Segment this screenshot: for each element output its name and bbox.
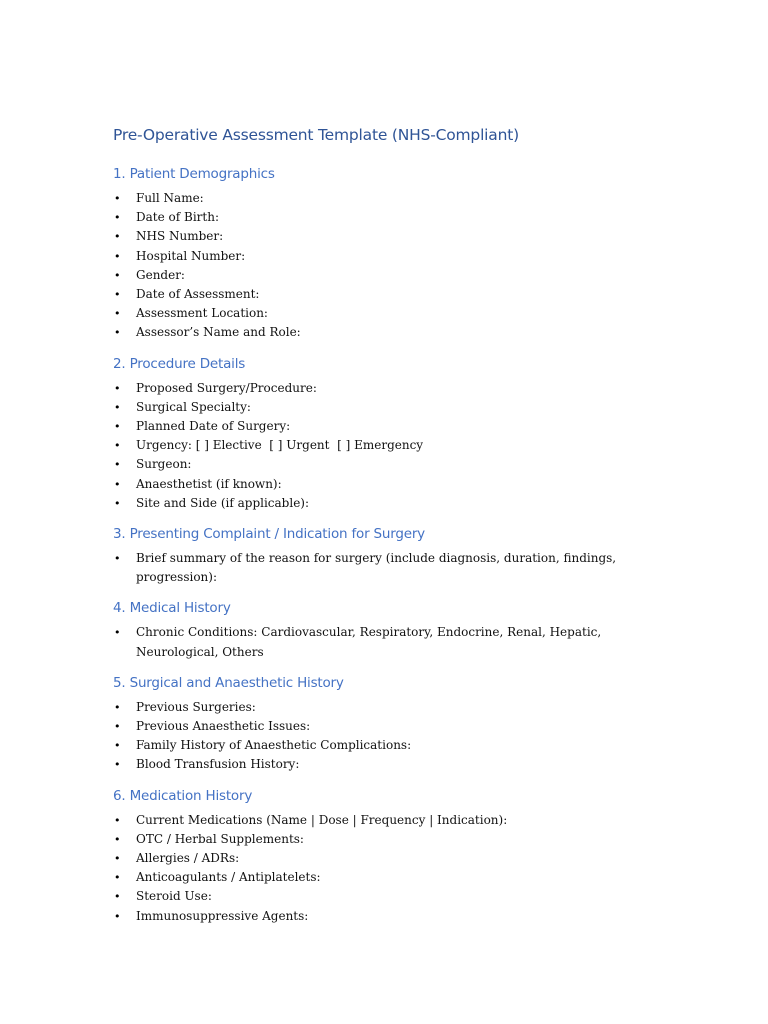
bullet-list bbox=[113, 698, 673, 775]
bullet-icon: • bbox=[114, 871, 121, 885]
bullet-icon: • bbox=[114, 477, 121, 491]
list-item bbox=[113, 907, 673, 926]
bullet-icon: • bbox=[114, 307, 121, 321]
bullet-icon: • bbox=[114, 909, 121, 923]
section-procedure-details bbox=[113, 355, 673, 513]
document-content bbox=[113, 124, 673, 938]
section-presenting-complaint bbox=[113, 525, 673, 587]
list-item bbox=[113, 189, 673, 208]
list-item-text: Full Name: bbox=[136, 191, 204, 205]
bullet-list bbox=[113, 189, 673, 343]
bullet-icon: • bbox=[114, 852, 121, 866]
list-item bbox=[113, 379, 673, 398]
list-item bbox=[113, 475, 673, 494]
bullet-icon: • bbox=[114, 249, 121, 263]
bullet-icon: • bbox=[114, 626, 121, 640]
list-item bbox=[113, 736, 673, 755]
list-item-text: Current Medications (Name | Dose | Frequency | Indication): bbox=[136, 812, 508, 827]
list-item-text: Planned Date of Surgery: bbox=[136, 419, 291, 434]
list-item bbox=[113, 830, 673, 849]
list-item bbox=[113, 304, 673, 323]
list-item-text: Blood Transfusion History: bbox=[136, 757, 300, 772]
list-item bbox=[113, 398, 673, 417]
list-item-text: Assessment Location: bbox=[136, 306, 268, 321]
list-item-text: Previous Surgeries: bbox=[136, 699, 256, 714]
list-item-text: Anaesthetist (if known): bbox=[136, 476, 282, 491]
bullet-icon: • bbox=[114, 439, 121, 453]
bullet-icon: • bbox=[114, 552, 121, 566]
bullet-icon: • bbox=[114, 720, 121, 734]
list-item-text: Hospital Number: bbox=[136, 248, 246, 263]
list-item bbox=[113, 227, 673, 246]
list-item bbox=[113, 717, 673, 736]
bullet-icon: • bbox=[114, 211, 121, 225]
section-medical-history bbox=[113, 599, 673, 661]
list-item bbox=[113, 494, 673, 513]
list-item-text: Surgical Specialty: bbox=[136, 399, 251, 414]
list-item-text: OTC / Herbal Supplements: bbox=[136, 831, 304, 846]
bullet-icon: • bbox=[114, 230, 121, 244]
list-item-text: Family History of Anaesthetic Complications: bbox=[136, 738, 412, 753]
list-item bbox=[113, 208, 673, 227]
section-heading: 5. Surgical and Anaesthetic History bbox=[113, 674, 344, 691]
list-item-text: NHS Number: bbox=[136, 229, 224, 244]
bullet-list bbox=[113, 623, 673, 661]
bullet-list bbox=[113, 549, 673, 587]
list-item bbox=[113, 455, 673, 474]
list-item bbox=[113, 285, 673, 304]
bullet-icon: • bbox=[114, 420, 121, 434]
section-heading: 4. Medical History bbox=[113, 600, 231, 617]
list-item-text: Surgeon: bbox=[136, 457, 192, 472]
list-item bbox=[113, 266, 673, 285]
list-item bbox=[113, 887, 673, 906]
bullet-icon: • bbox=[114, 458, 121, 472]
list-item-text: Chronic Conditions: Cardiovascular, Respiratory, Endocrine, Renal, Hepatic, Neurological, Others bbox=[136, 625, 602, 659]
section-patient-demographics bbox=[113, 165, 673, 343]
bullet-icon: • bbox=[114, 192, 121, 205]
list-item-text: Site and Side (if applicable): bbox=[136, 495, 310, 510]
list-item bbox=[113, 623, 673, 661]
list-item bbox=[113, 849, 673, 868]
list-item bbox=[113, 323, 673, 342]
list-item bbox=[113, 549, 673, 587]
list-item-text: Brief summary of the reason for surgery (include diagnosis, duration, findings, progression): bbox=[136, 551, 617, 585]
list-item-text: Immunosuppressive Agents: bbox=[136, 908, 309, 923]
list-item-text: Assessor’s Name and Role: bbox=[136, 325, 301, 340]
bullet-icon: • bbox=[114, 739, 121, 753]
section-heading: 6. Medication History bbox=[113, 787, 253, 804]
list-item-text: Steroid Use: bbox=[136, 889, 212, 904]
list-item-text: Gender: bbox=[136, 267, 185, 282]
list-item bbox=[113, 247, 673, 266]
list-item-text: Date of Assessment: bbox=[136, 287, 260, 302]
bullet-list bbox=[113, 811, 673, 926]
list-item bbox=[113, 698, 673, 717]
bullet-icon: • bbox=[114, 288, 121, 302]
document-title: Pre-Operative Assessment Template (NHS-Compliant) bbox=[113, 126, 519, 144]
bullet-icon: • bbox=[114, 496, 121, 510]
section-surgical-anaesthetic-history bbox=[113, 674, 673, 775]
list-item bbox=[113, 811, 673, 830]
list-item bbox=[113, 436, 673, 455]
list-item bbox=[113, 868, 673, 887]
section-medication-history bbox=[113, 787, 673, 926]
list-item-text: Previous Anaesthetic Issues: bbox=[136, 719, 311, 734]
list-item-text: Allergies / ADRs: bbox=[136, 851, 240, 866]
list-item bbox=[113, 417, 673, 436]
bullet-icon: • bbox=[114, 268, 121, 282]
list-item-text: Proposed Surgery/Procedure: bbox=[136, 380, 317, 395]
list-item-text: Date of Birth: bbox=[136, 210, 219, 225]
bullet-icon: • bbox=[114, 700, 121, 714]
section-heading: 2. Procedure Details bbox=[113, 355, 246, 372]
bullet-icon: • bbox=[114, 758, 121, 772]
bullet-icon: • bbox=[114, 381, 121, 395]
bullet-icon: • bbox=[114, 326, 121, 340]
bullet-icon: • bbox=[114, 813, 121, 827]
bullet-icon: • bbox=[114, 400, 121, 414]
bullet-icon: • bbox=[114, 832, 121, 846]
list-item bbox=[113, 755, 673, 774]
bullet-icon: • bbox=[114, 890, 121, 904]
list-item-text: Urgency: [ ] Elective [ ] Urgent [ ] Emergency bbox=[136, 438, 424, 453]
list-item-text: Anticoagulants / Antiplatelets: bbox=[136, 870, 321, 885]
section-heading: 1. Patient Demographics bbox=[113, 166, 275, 182]
section-heading: 3. Presenting Complaint / Indication for Surgery bbox=[113, 526, 425, 543]
bullet-list bbox=[113, 379, 673, 513]
